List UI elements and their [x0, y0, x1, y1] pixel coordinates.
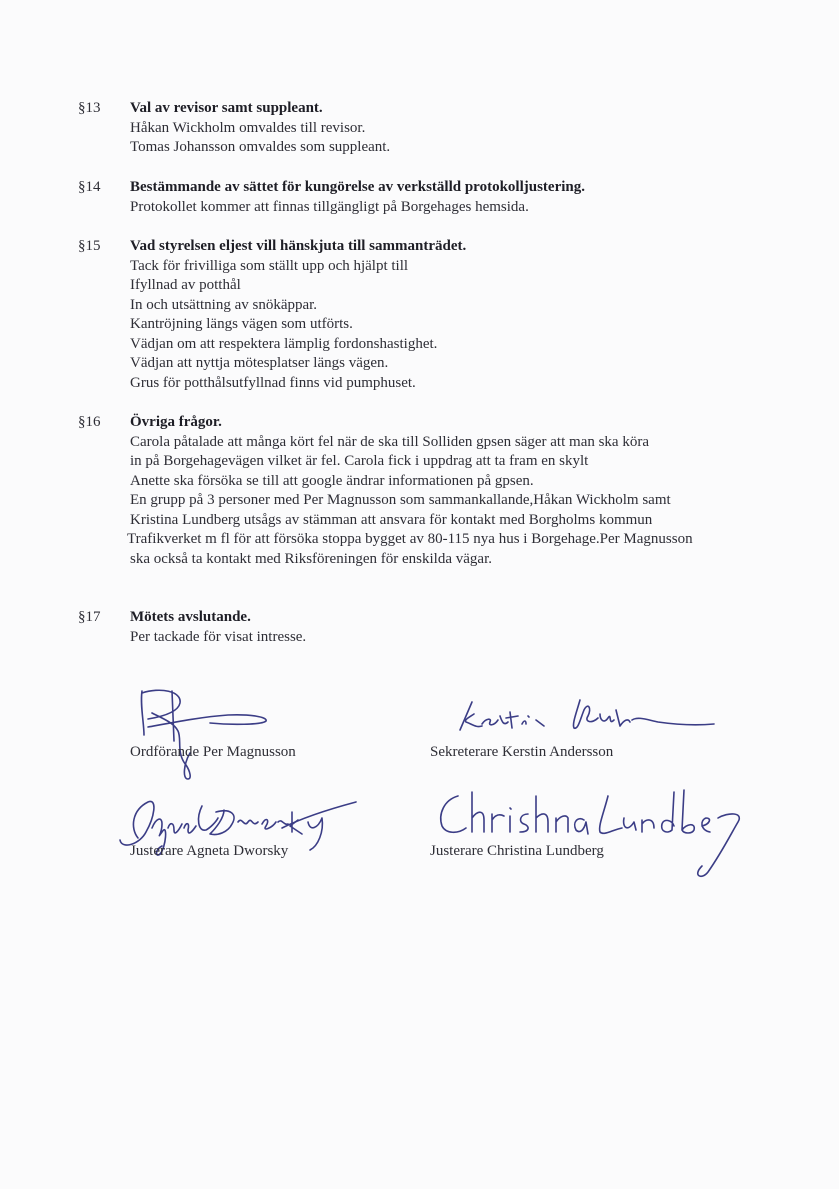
section-title: Bestämmande av sättet för kungörelse av verkställd protokolljustering.: [130, 179, 585, 195]
section-body: [127, 413, 810, 569]
section-line: In och utsättning av snökäppar.: [130, 296, 318, 313]
section-title: Mötets avslutande.: [130, 609, 251, 625]
signature-caption-adjuster-2: Justerare Christina Lundberg: [430, 843, 604, 859]
section-line: Grus för potthålsutfyllnad finns vid pumphuset.: [130, 374, 416, 391]
section-number: §17: [78, 609, 101, 625]
section-title: Val av revisor samt suppleant.: [130, 100, 323, 116]
section-line: in på Borgehagevägen vilket är fel. Carola fick i uppdrag att ta fram en skylt: [130, 453, 589, 469]
section-line: Carola påtalade att många kört fel när de ska till Solliden gpsen säger att man ska köra: [130, 433, 649, 450]
section-line: Anette ska försöka se till att google ändrar informationen på gpsen.: [130, 472, 534, 489]
section-line: Tack för frivilliga som ställt upp och hjälpt till: [130, 257, 409, 274]
section-number: §13: [78, 100, 101, 116]
section-line: En grupp på 3 personer med Per Magnusson som sammankallande,Håkan Wickholm samt: [130, 492, 671, 508]
section-line: Vädjan om att respektera lämplig fordonshastighet.: [130, 335, 438, 352]
section-line: Per tackade för visat intresse.: [130, 628, 307, 645]
signature-caption-chair: Ordförande Per Magnusson: [130, 744, 296, 760]
signature-chair: [130, 683, 280, 783]
section-line: Vädjan att nyttja mötesplatser längs vägen.: [130, 355, 389, 371]
section-line: Trafikverket m fl för att försöka stoppa bygget av 80-115 nya hus i Borgehage.Per Magnusson: [127, 531, 693, 547]
section-line: Tomas Johansson omvaldes som suppleant.: [130, 139, 391, 155]
section-number: §14: [78, 179, 101, 195]
section-line: Kristina Lundberg utsågs av stämman att ansvara för kontakt med Borgholms kommun: [130, 511, 653, 528]
section-body: [130, 237, 810, 393]
section-line: Håkan Wickholm omvaldes till revisor.: [130, 119, 366, 136]
section-line: Protokollet kommer att finnas tillgängligt på Borgehages hemsida.: [130, 198, 529, 215]
signature-caption-adjuster-1: Justerare Agneta Dworsky: [130, 843, 289, 859]
section-line: ska också ta kontakt med Riksföreningen för enskilda vägar.: [130, 550, 492, 567]
section-body: [130, 608, 810, 647]
section-number: §15: [78, 238, 101, 254]
signature-secretary: [452, 690, 722, 740]
section-title: Övriga frågor.: [130, 414, 222, 430]
signature-adjuster-2: [432, 782, 762, 882]
section-body: [130, 178, 810, 217]
section-title: Vad styrelsen eljest vill hänskjuta till sammanträdet.: [130, 238, 467, 254]
section-line: Ifyllnad av potthål: [130, 277, 241, 293]
signature-caption-secretary: Sekreterare Kerstin Andersson: [430, 744, 614, 760]
section-line: Kantröjning längs vägen som utförts.: [130, 316, 353, 332]
section-body: [130, 99, 810, 158]
section-number: §16: [78, 414, 101, 430]
